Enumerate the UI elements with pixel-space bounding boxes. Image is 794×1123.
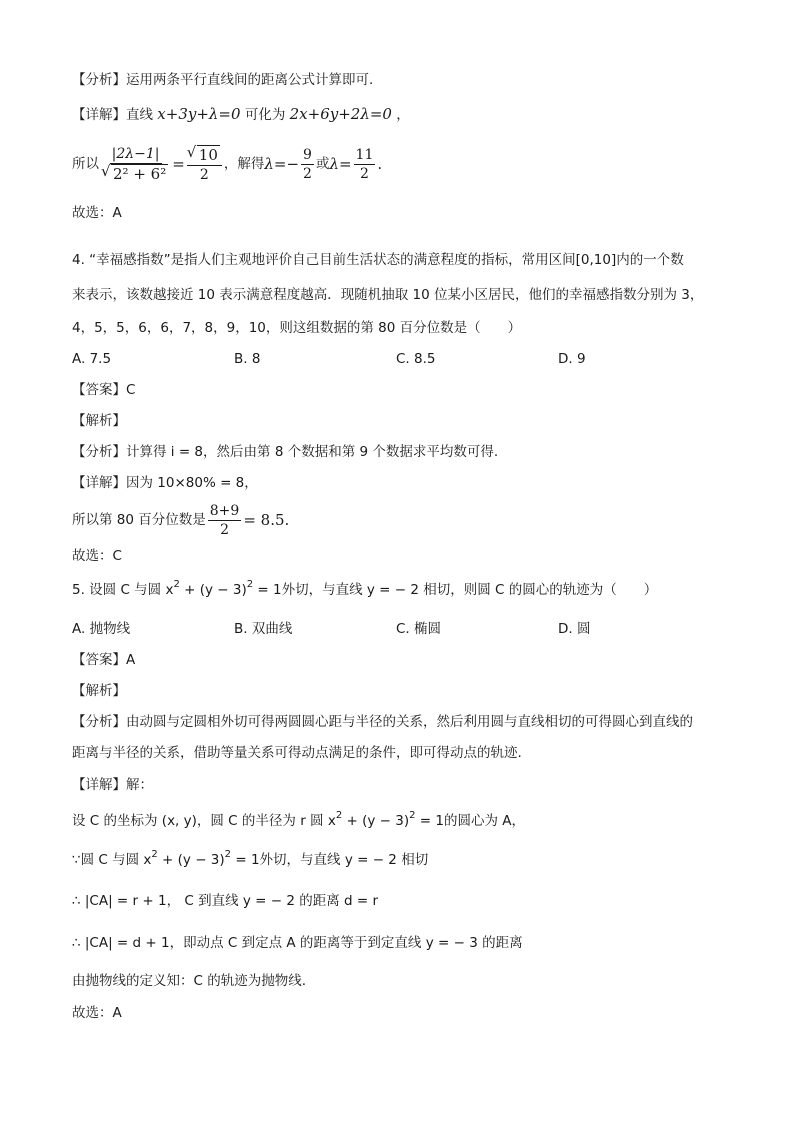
q3-frac2-num: √ 10	[197, 145, 220, 164]
q3-detail	[72, 104, 410, 125]
q5-line-e: 由抛物线的定义知：C 的轨迹为抛物线.	[72, 973, 307, 989]
q4-option-c: C. 8.5	[396, 351, 436, 367]
q4-frac-den: 2	[220, 521, 229, 538]
q5-line-a-post: = 1的圆心为 A，	[415, 813, 525, 829]
q4-stem-line-1: 4. “幸福感指数”是指人们主观地评价自己目前生活状态的满意程度的指标，常用区间[0,10]内的一个数	[72, 252, 684, 268]
q5-line-a-sup-2: 2	[409, 810, 416, 821]
q3-lam2-frac	[354, 146, 376, 183]
q3-lam1-den: 2	[303, 165, 312, 182]
q4-jiexi: 【解析】	[72, 413, 126, 429]
q3-frac2-den: 2	[199, 166, 209, 183]
q4-frac-num: 8+9	[209, 502, 240, 519]
q5-option-a: A. 抛物线	[72, 621, 131, 637]
q3-detail-label: 【详解】直线	[72, 107, 153, 123]
q5-line-b-sup-1: 2	[151, 849, 158, 860]
q4-so-text: 所以第 80 百分位数是	[72, 512, 206, 528]
q3-mid-text: 可化为	[244, 107, 286, 123]
q5-line-a-sup-1: 2	[335, 810, 343, 821]
q3-frac1-den: √ 2² + 6²	[111, 164, 168, 183]
q4-fraction	[208, 502, 242, 539]
q4-answer: 【答案】C	[72, 382, 136, 398]
q5-line-a	[72, 811, 525, 831]
q3-eq: =	[172, 155, 185, 173]
q3-lam2-num: 11	[355, 146, 374, 163]
q3-frac1-num: |2λ−1|	[111, 145, 160, 162]
q4-option-b: B. 8	[234, 351, 261, 367]
q5-stem-sup-1: 2	[173, 579, 180, 590]
q5-option-b: B. 双曲线	[234, 621, 293, 637]
q3-fraction-2	[187, 145, 222, 184]
q4-analysis: 【分析】计算得 i = 8，然后由第 8 个数据和第 9 个数据求平均数可得.	[72, 444, 499, 460]
q4-stem-line-2: 来表示，该数越接近 10 表示满意程度越高．现随机抽取 10 位某小区居民，他们的幸福感指数分别为 3，	[72, 287, 704, 303]
q3-or-text: 或	[315, 156, 330, 172]
q5-option-c: C. 椭圆	[396, 621, 442, 637]
q5-line-c: ∴ |CA| = r + 1， C 到直线 y = − 2 的距离 d = r	[72, 893, 379, 909]
q4-formula	[72, 498, 289, 542]
q5-line-b-sup-2: 2	[224, 849, 232, 860]
q3-fraction-1	[101, 145, 170, 184]
q3-formula	[72, 142, 382, 186]
q5-line-a-mid: + (y − 3)	[342, 813, 410, 829]
q5-stem-sup-2: 2	[246, 579, 254, 590]
q5-stem-mid: + (y − 3)	[179, 582, 247, 598]
q5-line-b-post: = 1外切，与直线 y = − 2 相切	[231, 852, 429, 868]
q3-lam1-pre: λ=−	[264, 155, 300, 173]
q4-stem-line-3: 4，5，5，6，6，7，8，9，10，则这组数据的第 80 百分位数是（ ）	[72, 320, 522, 336]
q5-detail: 【详解】解：	[72, 777, 153, 793]
q5-analysis-line-2: 距离与半径的关系，借助等量关系可得动点满足的条件，即可得动点的轨迹.	[72, 745, 522, 761]
q4-answer-line: 故选：C	[72, 548, 122, 564]
q4-option-a: A. 7.5	[72, 351, 112, 367]
q5-line-a-pre: 设 C 的坐标为 (x, y)，圆 C 的半径为 r 圆 x	[72, 813, 336, 829]
q3-period: .	[377, 155, 383, 173]
q5-answer: 【答案】A	[72, 652, 136, 668]
q5-stem	[72, 580, 657, 600]
q3-so-text: 所以	[72, 156, 99, 172]
q5-option-d: D. 圆	[558, 621, 591, 637]
q5-stem-pre: 5. 设圆 C 与圆 x	[72, 582, 174, 598]
q3-solve-text: ，解得	[223, 156, 265, 172]
q4-detail: 【详解】因为 10×80% = 8，	[72, 475, 258, 491]
q3-analysis: 【分析】运用两条平行直线间的距离公式计算即可.	[72, 72, 374, 88]
q5-line-b-mid: + (y − 3)	[157, 852, 225, 868]
q5-stem-post: = 1外切，与直线 y = − 2 相切，则圆 C 的圆心的轨迹为（ ）	[253, 582, 658, 598]
q5-line-d: ∴ |CA| = d + 1，即动点 C 到定点 A 的距离等于到定直线 y = − 3 的距离	[72, 935, 523, 951]
q5-line-b-pre: ∵圆 C 与圆 x	[72, 852, 152, 868]
q5-line-b	[72, 850, 428, 870]
q4-option-d: D. 9	[558, 351, 586, 367]
q3-line-expr2: 2x+6y+2λ=0	[289, 105, 392, 123]
q5-jiexi: 【解析】	[72, 683, 126, 699]
q3-lam2-pre: λ=	[329, 155, 352, 173]
q3-end-comma: ，	[396, 107, 410, 123]
q3-lam2-den: 2	[360, 165, 369, 182]
q5-answer-line: 故选：A	[72, 1005, 122, 1021]
q3-line-expr: x+3y+λ=0	[157, 105, 241, 123]
q3-answer-line: 故选：A	[72, 205, 122, 221]
q3-lam1-frac	[301, 146, 314, 183]
q5-analysis-line-1: 【分析】由动圆与定圆相外切可得两圆圆心距与半径的关系，然后利用圆与直线相切的可得圆心到直线的	[72, 714, 693, 730]
q4-result: = 8.5.	[243, 511, 290, 529]
q3-lam1-num: 9	[303, 146, 312, 163]
